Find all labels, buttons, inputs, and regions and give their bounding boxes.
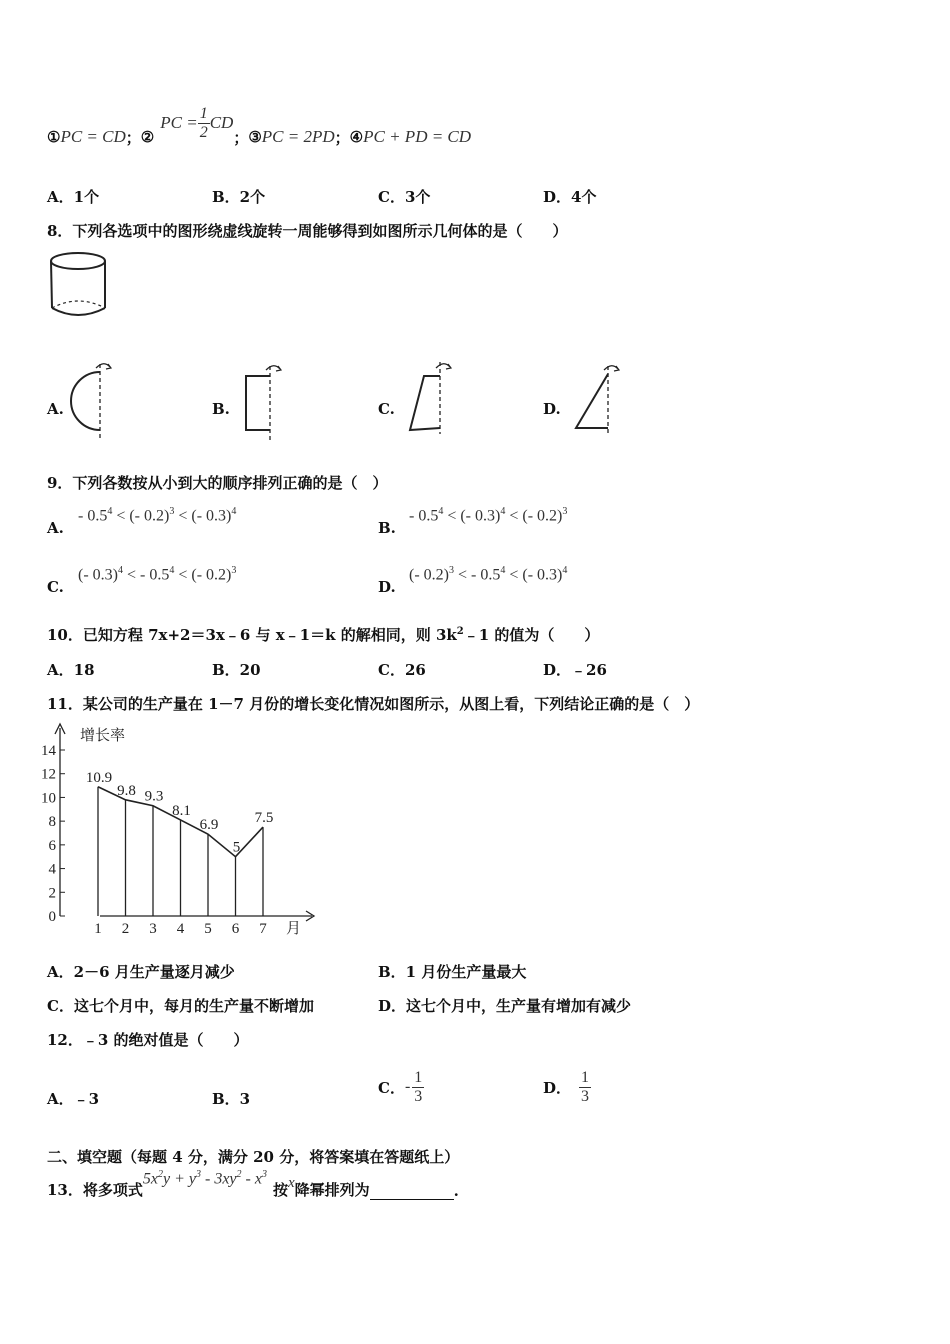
cylinder-figure bbox=[44, 248, 116, 324]
q10-stem-part2: ﹣1 的值为（ ） bbox=[463, 626, 600, 644]
q9-a-part1: - 0.5 bbox=[78, 507, 108, 525]
y-tick-label: 4 bbox=[48, 861, 56, 878]
q8-option-b-figure[interactable] bbox=[236, 362, 292, 442]
x-tick-label: 4 bbox=[176, 921, 185, 937]
y-axis-label: 增长率 bbox=[80, 728, 126, 744]
q13-end: . bbox=[453, 1182, 459, 1200]
q13-polynomial bbox=[143, 1169, 267, 1188]
q13-term3: - 3xy bbox=[200, 1170, 237, 1187]
y-tick-label: 0 bbox=[48, 909, 56, 925]
y-tick-label: 6 bbox=[48, 837, 56, 854]
q9-c-part2: < - 0.5 bbox=[122, 566, 170, 584]
q9-option-b-expr[interactable] bbox=[409, 506, 567, 525]
x-tick-label: 3 bbox=[149, 921, 157, 937]
q8-label-b[interactable]: B. bbox=[212, 400, 230, 418]
q8-label-c[interactable]: C. bbox=[378, 400, 395, 418]
q12-stem: 12．﹣3 的绝对值是（ ） bbox=[47, 1031, 249, 1049]
q12-d-label: D． bbox=[543, 1078, 572, 1097]
q7-sep2: ； bbox=[233, 128, 249, 147]
q7-s4-circle: ④ bbox=[349, 128, 364, 146]
q9-a-exp1: 4 bbox=[107, 506, 113, 517]
q9-label-a[interactable]: A. bbox=[47, 519, 64, 537]
q7-s1-expr: PC = CD bbox=[60, 127, 126, 146]
q13-term4-exp: 3 bbox=[261, 1168, 267, 1180]
q13-var: x bbox=[287, 1175, 295, 1191]
q7-s2-lhs: PC = bbox=[160, 113, 198, 132]
q7-s2-den: 2 bbox=[199, 123, 208, 141]
q12-c-num: 1 bbox=[414, 1068, 423, 1086]
q9-c-exp3: 3 bbox=[231, 565, 237, 576]
q9-option-a-expr[interactable] bbox=[78, 506, 236, 525]
x-axis-label: 月 bbox=[286, 921, 302, 937]
q9-b-part3: < (- 0.2) bbox=[505, 507, 563, 525]
q9-c-part1: (- 0.3) bbox=[78, 566, 118, 584]
q9-a-part2: < (- 0.2) bbox=[112, 507, 170, 525]
q9-b-exp1: 4 bbox=[438, 506, 444, 517]
q13-term4: - x bbox=[241, 1170, 262, 1187]
chart-marks bbox=[41, 743, 273, 937]
q12-d-fraction bbox=[579, 1069, 591, 1105]
y-tick-label: 12 bbox=[41, 766, 56, 783]
q7-sep1: ； bbox=[125, 128, 141, 147]
q13-term2-exp: 3 bbox=[195, 1168, 201, 1180]
q11-stem: 11．某公司的生产量在 1－7 月份的增长变化情况如图所示，从图上看，下列结论正确的是（ ） bbox=[47, 695, 700, 713]
q10-option-d[interactable]: D．﹣26 bbox=[543, 661, 607, 679]
y-tick-label: 8 bbox=[48, 814, 56, 831]
q7-s3-expr: PC = 2PD bbox=[261, 127, 335, 146]
q12-c-label: C． bbox=[378, 1078, 405, 1097]
data-label: 10.9 bbox=[85, 769, 113, 786]
growth-rate-chart bbox=[40, 722, 330, 944]
q7-s2-num: 1 bbox=[199, 104, 208, 122]
y-tick-label: 10 bbox=[41, 790, 56, 807]
q12-c-sign: - bbox=[404, 1078, 411, 1095]
q10-option-c[interactable]: C．26 bbox=[378, 661, 426, 679]
q10-option-b[interactable]: B．20 bbox=[212, 661, 261, 679]
x-tick-label: 1 bbox=[94, 921, 102, 937]
y-tick-label: 2 bbox=[48, 885, 56, 902]
q12-c-den: 3 bbox=[414, 1087, 423, 1105]
q9-d-exp3: 4 bbox=[562, 565, 568, 576]
q9-b-part1: - 0.5 bbox=[409, 507, 439, 525]
q9-option-c-expr[interactable] bbox=[78, 565, 236, 584]
q8-label-a[interactable]: A. bbox=[47, 400, 64, 418]
y-tick-label: 14 bbox=[41, 743, 56, 759]
q9-a-exp2: 3 bbox=[169, 506, 175, 517]
q8-option-a-figure[interactable] bbox=[66, 358, 122, 442]
q9-d-exp2: 4 bbox=[500, 565, 506, 576]
q12-option-b[interactable]: B．3 bbox=[212, 1090, 251, 1108]
q7-s2-circle: ② bbox=[140, 128, 155, 146]
q9-c-exp1: 4 bbox=[117, 565, 123, 576]
x-tick-label: 2 bbox=[121, 921, 130, 937]
q12-option-a[interactable]: A．﹣3 bbox=[47, 1090, 100, 1108]
x-tick-label: 7 bbox=[259, 921, 267, 937]
q13-stem bbox=[47, 1170, 459, 1200]
q12-option-d[interactable] bbox=[543, 1062, 591, 1112]
q7-sep3: ； bbox=[334, 128, 350, 147]
q9-label-c[interactable]: C. bbox=[47, 578, 64, 596]
q13-prefix: 13．将多项式 bbox=[47, 1181, 143, 1199]
q10-stem-part1: 10．已知方程 7x+2＝3x﹣6 与 x﹣1＝k 的解相同，则 3k bbox=[47, 626, 457, 644]
q10-stem-exp: 2 bbox=[456, 626, 464, 637]
q9-b-exp3: 3 bbox=[562, 506, 568, 517]
q12-option-c[interactable] bbox=[378, 1062, 424, 1112]
data-label: 7.5 bbox=[254, 810, 274, 827]
q7-option-d[interactable]: D．4个 bbox=[543, 188, 597, 206]
q12-c-fraction bbox=[412, 1069, 424, 1105]
q13-term3-exp: 2 bbox=[236, 1168, 242, 1180]
q8-option-c-figure[interactable] bbox=[402, 358, 462, 438]
q13-suffix: 降幂排列为 bbox=[294, 1181, 370, 1199]
q12-d-num: 1 bbox=[581, 1068, 590, 1086]
q9-option-d-expr[interactable] bbox=[409, 565, 567, 584]
q12-d-den: 3 bbox=[581, 1087, 590, 1105]
data-label: 5 bbox=[232, 839, 241, 856]
q13-term2: y + y bbox=[162, 1170, 196, 1187]
q13-term1: 5x bbox=[142, 1170, 158, 1187]
data-label: 9.8 bbox=[117, 782, 136, 799]
q9-label-b[interactable]: B. bbox=[378, 519, 396, 537]
q9-label-d[interactable]: D. bbox=[378, 578, 396, 596]
q9-stem: 9．下列各数按从小到大的顺序排列正确的是（ ） bbox=[47, 474, 388, 492]
q9-b-part2: < (- 0.3) bbox=[443, 507, 501, 525]
q9-b-exp2: 4 bbox=[500, 506, 506, 517]
q7-option-c[interactable]: C．3个 bbox=[378, 188, 431, 206]
q9-a-part3: < (- 0.3) bbox=[174, 507, 232, 525]
q7-s2-frac bbox=[198, 105, 210, 141]
data-label: 8.1 bbox=[172, 802, 191, 819]
q7-s2-rhs: CD bbox=[209, 113, 234, 132]
q9-d-part3: < (- 0.3) bbox=[505, 566, 563, 584]
q11-option-d[interactable]: D．这七个月中，生产量有增加有减少 bbox=[378, 997, 632, 1015]
q9-d-part1: (- 0.2) bbox=[409, 566, 449, 584]
q7-option-b[interactable]: B．2个 bbox=[212, 188, 266, 206]
q11-option-c[interactable]: C．这七个月中，每月的生产量不断增加 bbox=[47, 997, 314, 1015]
q8-label-d[interactable]: D. bbox=[543, 400, 561, 418]
q9-c-part3: < (- 0.2) bbox=[174, 566, 232, 584]
q7-statements bbox=[47, 104, 472, 162]
q10-stem bbox=[47, 624, 599, 645]
q8-stem: 8．下列各选项中的图形绕虚线旋转一周能够得到如图所示几何体的是（ ） bbox=[47, 222, 568, 240]
data-label: 6.9 bbox=[199, 817, 219, 834]
q9-d-exp1: 3 bbox=[448, 565, 454, 576]
q7-s1-circle: ① bbox=[47, 128, 61, 146]
x-tick-label: 6 bbox=[231, 921, 240, 937]
q7-s3-circle: ③ bbox=[248, 128, 262, 146]
q7-s4-expr: PC + PD = CD bbox=[363, 127, 472, 146]
x-tick-label: 5 bbox=[204, 921, 212, 937]
q9-a-exp3: 4 bbox=[231, 506, 237, 517]
q13-term1-exp: 2 bbox=[157, 1168, 163, 1180]
q9-c-exp2: 4 bbox=[169, 565, 175, 576]
q9-d-part2: < - 0.5 bbox=[453, 566, 501, 584]
data-label: 9.3 bbox=[144, 788, 164, 805]
q10-option-a[interactable]: A．18 bbox=[47, 661, 95, 679]
q8-option-d-figure[interactable] bbox=[568, 362, 628, 438]
q11-option-a[interactable]: A．2－6 月生产量逐月减少 bbox=[47, 963, 235, 981]
q7-option-a[interactable]: A．1个 bbox=[47, 188, 100, 206]
section2-heading: 二、填空题（每题 4 分，满分 20 分，将答案填在答题纸上） bbox=[47, 1148, 460, 1166]
q13-mid: 按 bbox=[272, 1181, 288, 1199]
q11-option-b[interactable]: B．1 月份生产量最大 bbox=[378, 963, 527, 981]
q13-answer-blank[interactable] bbox=[370, 1187, 454, 1200]
